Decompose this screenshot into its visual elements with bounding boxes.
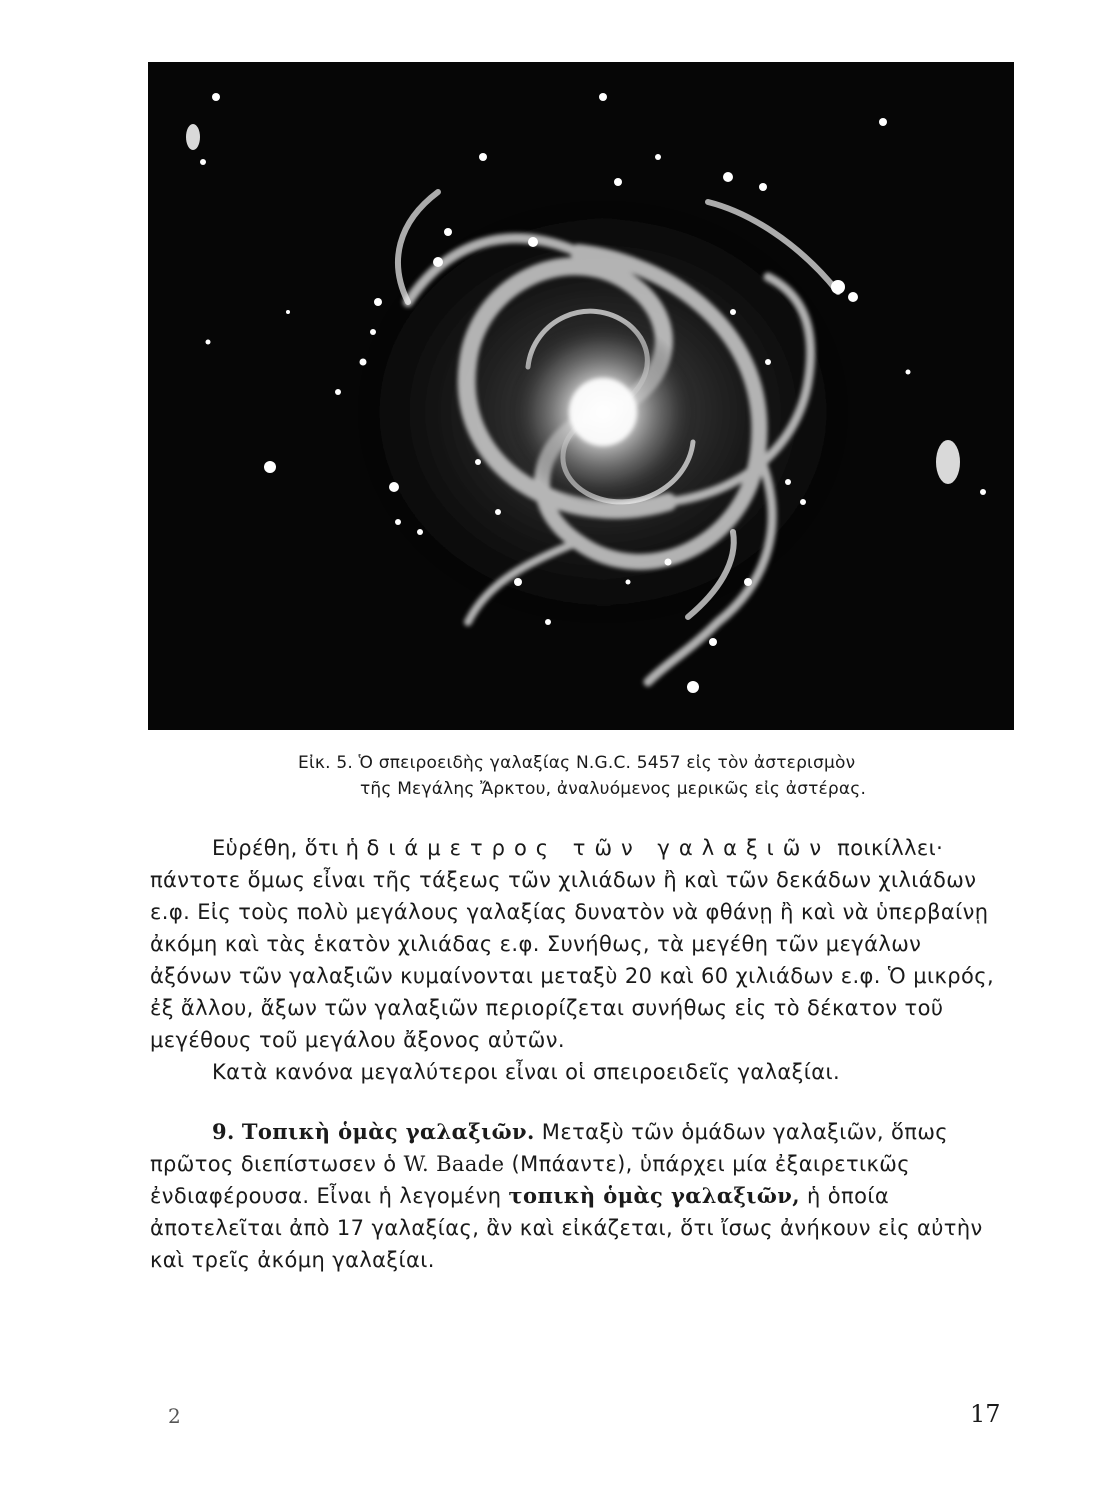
caption-line-2: τῆς Μεγάλης Ἄρκτου, ἀναλυόμενος μερικῶς εἰς ἀστέρας. <box>360 779 867 799</box>
paragraph-diameter <box>150 832 1005 1056</box>
signature-mark: 2 <box>168 1404 181 1428</box>
section-number: 9. <box>212 1119 235 1144</box>
figure-caption <box>298 750 1008 802</box>
caption-line-1: Εἰκ. 5. Ὁ σπειροειδὴς γαλαξίας N.G.C. 5457 εἰς τὸν ἀστερισμὸν <box>298 753 856 773</box>
section-9 <box>150 1116 1005 1276</box>
paragraph-lead: Εὑρέθη, ὅτι ἡ <box>212 836 367 860</box>
paragraph-spiral-size: Κατὰ κανόνα μεγαλύτεροι εἶναι οἱ σπειροειδεῖς γαλαξίαι. <box>212 1060 841 1084</box>
spaced-emphasis: διάμετρος τῶν γαλαξιῶν <box>366 836 831 860</box>
bold-term: τοπικὴ ὁμὰς γαλαξιῶν, <box>508 1183 800 1208</box>
galaxy-photograph <box>148 62 1014 730</box>
page-number: 17 <box>970 1400 1001 1428</box>
section-text-c: ἡ ὁποία ἀποτελεῖται ἀπὸ 17 γαλαξίας, ἂν καὶ εἰκάζεται, ὅτι ἴσως ἀνήκουν εἰς αὐτὴν καὶ τρεῖς ἀκόμη γαλαξίαι. <box>150 1184 983 1272</box>
article-body <box>150 832 1005 1276</box>
author-name: W. Baade <box>403 1152 505 1176</box>
section-text-a: Μεταξὺ τῶν ὁμάδων γαλαξιῶν, ὅπως πρῶτος διεπίστωσεν ὁ <box>150 1120 949 1176</box>
paragraph-rest: ποικίλλει· πάντοτε ὅμως εἶναι τῆς τάξεως τῶν χιλιάδων ἢ καὶ τῶν δεκάδων χιλιάδων ε.φ. Εἰς τοὺς πολὺ μεγάλους γαλαξίας δυνατὸν νὰ φθάνῃ ἢ καὶ νὰ ὑπερβαίνῃ ἀκόμη καὶ τὰς ἑκατὸν χιλιάδας ε.φ. Συνήθως, τὰ μεγέθη τῶν μεγάλων ἀξόνων τῶν γαλαξιῶν κυμαίνονται μεταξὺ 20 καὶ 60 χιλιάδων ε.φ. Ὁ μικρός, ἐξ ἄλλου, ἄξων τῶν γαλαξιῶν περιορίζεται συνήθως εἰς τὸ δέκατον τοῦ μεγέθους τοῦ μεγάλου ἄξονος αὐτῶν. <box>150 836 995 1052</box>
galaxy-image <box>148 62 1014 730</box>
section-title: Τοπικὴ ὁμὰς γαλαξιῶν. <box>241 1119 535 1144</box>
section-text-b: (Μπάαντε), ὑπάρχει μία ἐξαιρετικῶς ἐνδιαφέρουσα. Εἶναι ἡ λεγομένη <box>150 1152 910 1208</box>
